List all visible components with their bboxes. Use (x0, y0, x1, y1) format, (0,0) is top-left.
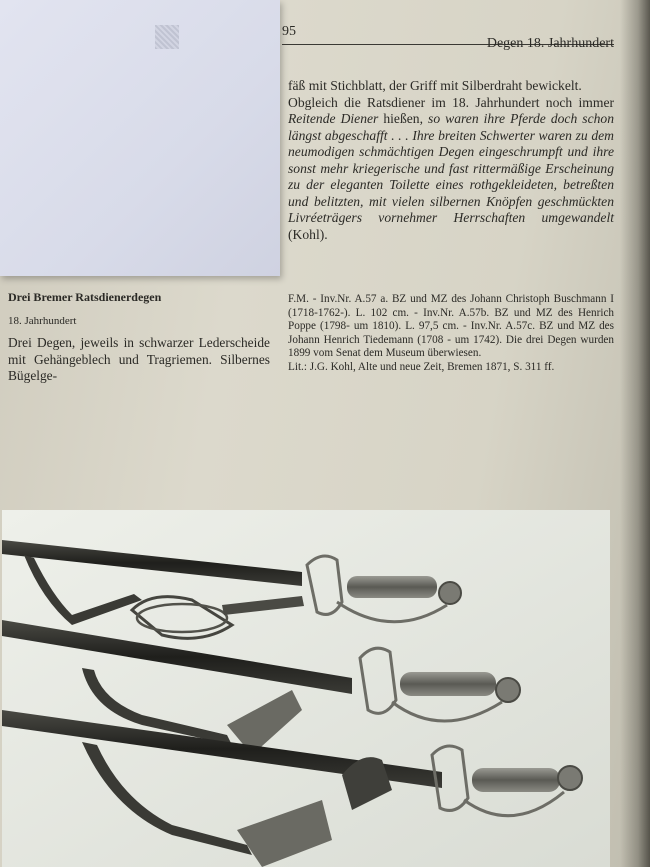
left-column (8, 290, 270, 385)
pommel-2 (496, 678, 520, 702)
grip-1 (347, 576, 437, 598)
running-title: Degen 18. Jahrhundert (486, 36, 614, 51)
item-description: Drei Degen, jeweils in schwarzer Lederscheide mit Gehängeblech und Tragriemen. Silbernes Bügelge- (8, 335, 270, 383)
note-mark (155, 25, 179, 49)
grip-2 (400, 672, 496, 696)
paragraph-mid: hießen, (378, 111, 429, 126)
catalog-entry (288, 293, 614, 375)
continuation-text: fäß mit Stichblatt, der Griff mit Silberdraht bewickelt. (288, 78, 582, 93)
catalog-text: F.M. - Inv.Nr. A.57 a. BZ und MZ des Johann Christoph Buschmann I (1718-1762-). L. 102 cm. - Inv.Nr. A.57b. BZ und MZ des Henrich Poppe (1798- um 1810). L. 97,5 cm. - Inv.Nr. A.57c. BZ und MZ des Johann Henrich Tiedemann (1708 - um 1742). Die drei Degen wurden 1899 vom Senat dem Museum überwiesen. (288, 293, 614, 360)
paragraph-source: (Kohl). (288, 226, 328, 242)
grip-3 (472, 768, 560, 792)
swords-photograph (2, 510, 610, 867)
paragraph-intro: Obgleich die Ratsdiener im 18. Jahrhundert noch immer (288, 94, 614, 110)
literature-reference: Lit.: J.G. Kohl, Alte und neue Zeit, Bremen 1871, S. 311 ff. (288, 360, 555, 373)
page-header (282, 22, 614, 51)
pommel-1 (439, 582, 461, 604)
page-number: 95 (282, 24, 296, 39)
paragraph-quote: so waren ihre Pferde doch schon längst abgeschafft . . . Ihre breiten Schwerter waren zu dem neumodigen schmächtigen Degen eingeschrumpft und ihre sonst mehr kriegerische und fast rittermäßige Erscheinung zu der eleganten Toilette eines rothgekleideten, betreßten und belitzten, mit vielen silbernen Knöpfen geschmückten Livréeträgers vornehmer Herrschaften umgewandelt (288, 111, 614, 225)
item-date: 18. Jahrhundert (8, 315, 77, 327)
sticky-note (0, 0, 280, 276)
quote-paragraph (288, 95, 614, 244)
page-edge-shadow (620, 0, 650, 867)
item-title: Drei Bremer Ratsdienerdegen (8, 290, 162, 304)
paragraph-italic-term: Reitende Diener (288, 111, 379, 126)
pommel-3 (558, 766, 582, 790)
right-column (288, 78, 614, 243)
